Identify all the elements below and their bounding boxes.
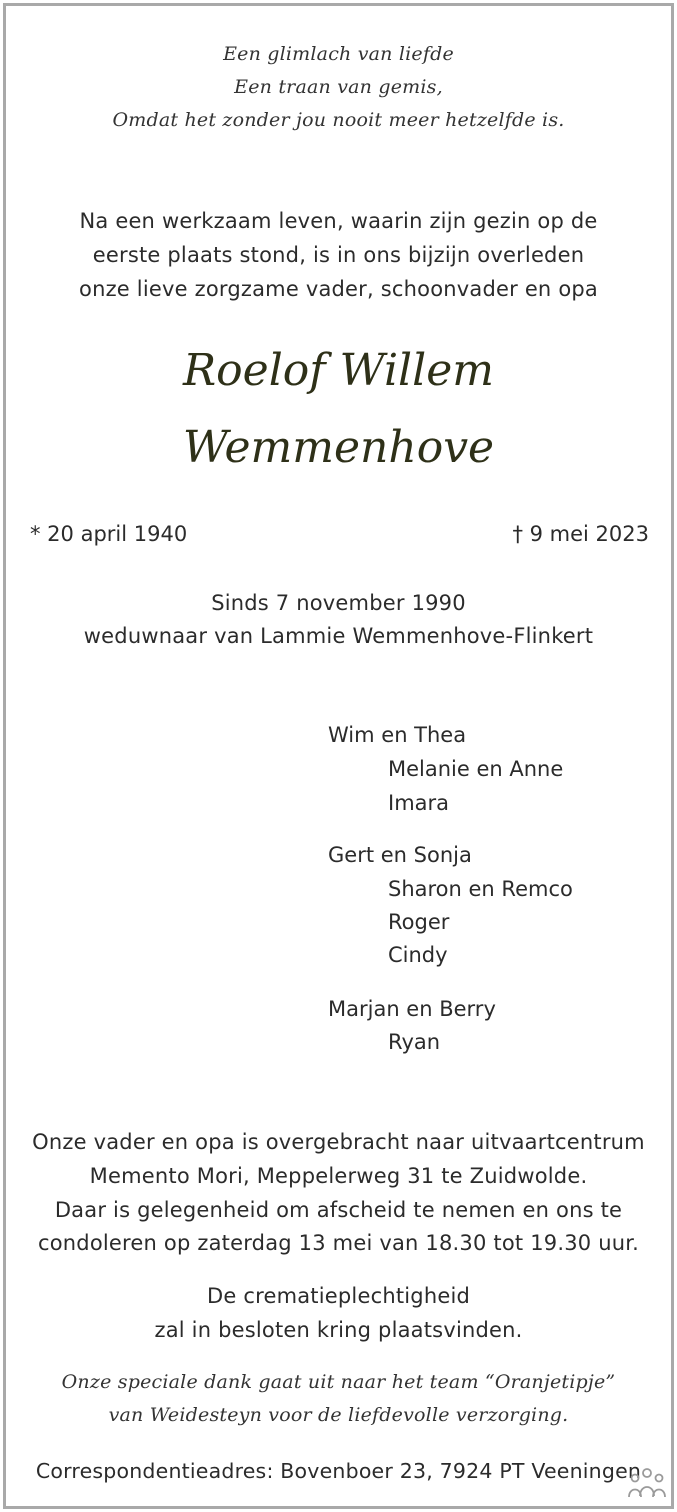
widower-of: weduwnaar van Lammie Wemmenhove-Flinkert	[83, 624, 594, 648]
grandchild-2-1: Sharon en Remco	[388, 877, 573, 901]
poem-line-1: Een glimlach van liefde	[223, 43, 454, 65]
grandchild-1-2: Imara	[388, 791, 450, 815]
info-line-1: Onze vader en opa is overgebracht naar uitvaartcentrum	[32, 1130, 645, 1154]
grandchild-1-1: Melanie en Anne	[388, 757, 564, 781]
info-line-4: condoleren op zaterdag 13 mei van 18.30 tot 19.30 uur.	[37, 1231, 640, 1255]
grandchild-2-3: Cindy	[388, 943, 448, 967]
grandchild-2-2: Roger	[388, 910, 450, 934]
ceremony-line-1: De crematieplechtigheid	[206, 1284, 471, 1308]
widower-since: Sinds 7 november 1990	[211, 591, 466, 615]
intro-line-1: Na een werkzaam leven, waarin zijn gezin op de	[79, 209, 598, 233]
intro-line-2: eerste plaats stond, is in ons bijzijn overleden	[92, 243, 585, 267]
info-line-3: Daar is gelegenheid om afscheid te nemen en ons te	[54, 1198, 623, 1222]
grandchild-3-1: Ryan	[388, 1030, 441, 1054]
poem-line-2: Een traan van gemis,	[234, 76, 443, 98]
thanks-line-1: Onze speciale dank gaat uit naar het team “Oranjetipje”	[61, 1371, 616, 1393]
thanks-line-2: van Weidesteyn voor de liefdevolle verzorging.	[108, 1404, 569, 1426]
death-date: † 9 mei 2023	[512, 522, 649, 546]
family-head-3: Marjan en Berry	[328, 997, 496, 1021]
family-head-2: Gert en Sonja	[328, 843, 472, 867]
family-head-1: Wim en Thea	[328, 723, 467, 747]
birth-date: * 20 april 1940	[30, 522, 188, 546]
obituary-card	[3, 3, 674, 1509]
deceased-last-name: Wemmenhove	[182, 422, 495, 473]
people-logo-icon	[627, 1466, 667, 1500]
ceremony-line-2: zal in besloten kring plaatsvinden.	[154, 1318, 523, 1342]
deceased-first-names: Roelof Willem	[183, 345, 494, 396]
info-line-2: Memento Mori, Meppelerweg 31 te Zuidwolde.	[89, 1164, 588, 1188]
correspondence-address: Correspondentieadres: Bovenboer 23, 7924 PT Veeningen	[35, 1459, 642, 1483]
intro-line-3: onze lieve zorgzame vader, schoonvader en opa	[79, 277, 598, 301]
poem-line-3: Omdat het zonder jou nooit meer hetzelfde is.	[112, 109, 565, 131]
